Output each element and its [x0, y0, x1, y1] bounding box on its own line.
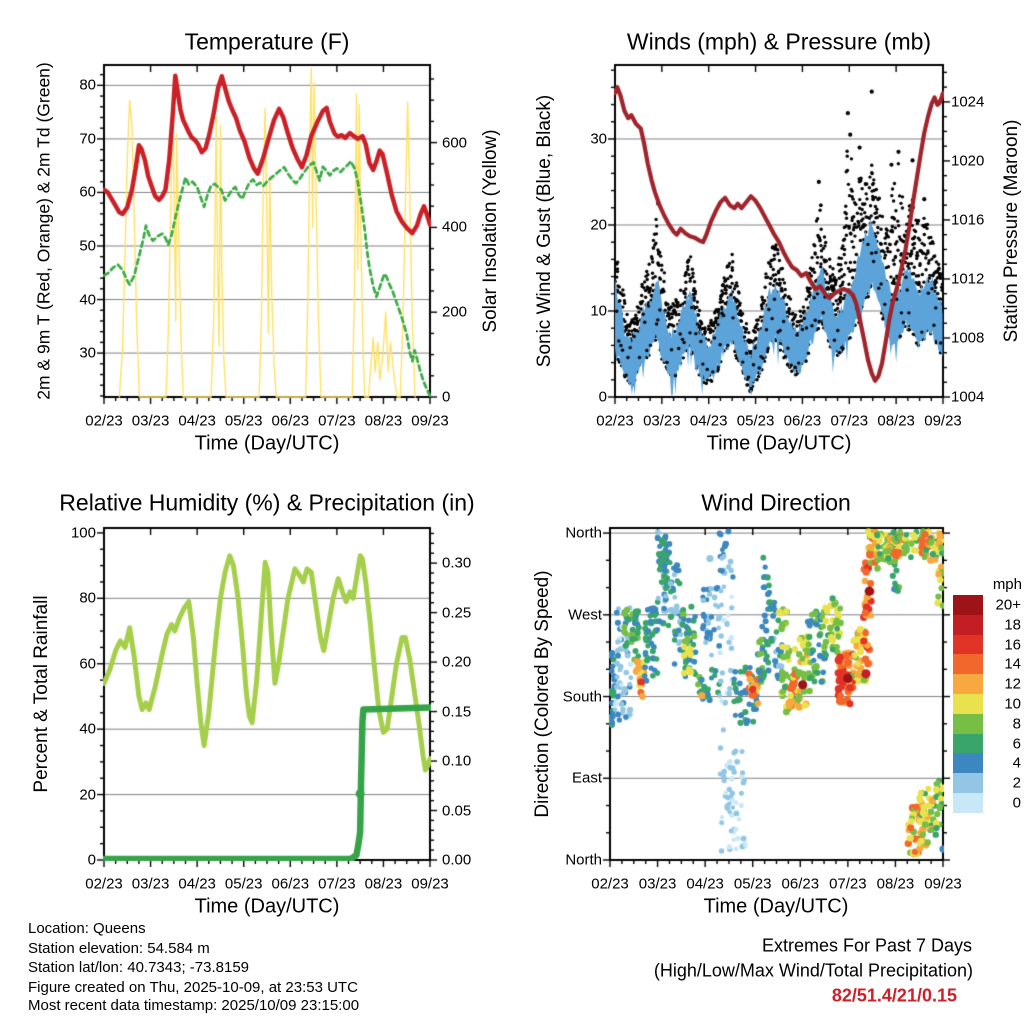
humidity_precip-y-tick-left: 80 [79, 589, 96, 607]
winds_pressure-y-tick-right: 1024 [951, 93, 985, 111]
humidity_precip-x-tick: 03/23 [131, 875, 170, 893]
humidity_precip-y-tick-right: 0.25 [442, 604, 472, 622]
colorbar-block-14 [953, 654, 983, 674]
winds_pressure-x-tick: 04/23 [689, 412, 728, 430]
winds_pressure-y-tick-right: 1012 [951, 270, 985, 288]
colorbar-block-2 [953, 773, 983, 793]
colorbar-label-8: 8 [1012, 715, 1021, 733]
colorbar-block-10 [953, 694, 983, 714]
humidity_precip-y-tick-right: 0.00 [442, 851, 472, 869]
humidity_precip-y-tick-left: 60 [79, 655, 96, 673]
temperature-y-tick-right: 0 [442, 388, 451, 406]
temperature-x-tick: 09/23 [411, 412, 449, 430]
winds_pressure-y-tick-right: 1016 [951, 211, 985, 229]
colorbar-label-20+: 20+ [995, 596, 1021, 614]
colorbar-block-0 [953, 793, 983, 813]
temperature-y-tick-left: 70 [79, 130, 96, 148]
humidity_precip-y-tick-right: 0.10 [442, 752, 472, 770]
humidity_precip-x-tick: 09/23 [411, 875, 449, 893]
humidity-precip-chart-title: Relative Humidity (%) & Precipitation (in) [59, 489, 475, 516]
temperature-chart-title: Temperature (F) [184, 28, 350, 55]
temperature-y-tick-left: 60 [79, 183, 96, 201]
temperature-x-tick: 05/23 [224, 412, 263, 430]
humidity_precip-x-tick: 08/23 [364, 875, 403, 893]
wind_direction-y-tick-left: West [568, 606, 602, 624]
humidity_precip-y-tick-right: 0.05 [442, 802, 472, 820]
winds_pressure-x-tick: 02/23 [596, 412, 634, 430]
temperature-x-tick: 03/23 [131, 412, 170, 430]
winds-pressure-y-axis-label-left: Sonic Wind & Gust (Blue, Black) [534, 94, 555, 368]
colorbar-label-12: 12 [1004, 675, 1021, 693]
colorbar-label-2: 2 [1012, 774, 1021, 792]
footer-timestamp: Most recent data timestamp: 2025/10/09 23:15:00 [28, 997, 360, 1014]
temperature-x-tick: 02/23 [85, 412, 123, 430]
temperature-y-tick-left: 40 [79, 291, 96, 309]
colorbar-block-18 [953, 615, 983, 635]
colorbar-label-18: 18 [1004, 616, 1021, 634]
wind_direction-x-tick: 06/23 [781, 875, 820, 893]
humidity_precip-x-tick: 07/23 [318, 875, 356, 893]
extremes-subheading: (High/Low/Max Wind/Total Precipitation) [653, 960, 973, 981]
humidity_precip-y-tick-left: 0 [87, 851, 96, 869]
wind-direction-x-axis-label: Time (Day/UTC) [703, 895, 849, 918]
colorbar-label-14: 14 [1004, 655, 1021, 673]
footer-elevation: Station elevation: 54.584 m [28, 940, 210, 957]
temperature-x-tick: 08/23 [364, 412, 403, 430]
wind_direction-x-tick: 08/23 [876, 875, 915, 893]
wind_direction-x-tick: 05/23 [733, 875, 772, 893]
winds_pressure-x-tick: 03/23 [643, 412, 681, 430]
winds_pressure-y-tick-left: 20 [590, 216, 607, 234]
humidity_precip-y-tick-left: 40 [79, 720, 96, 738]
temperature-y-tick-left: 80 [79, 76, 96, 94]
winds_pressure-x-tick: 07/23 [830, 412, 869, 430]
colorbar-block-20+ [953, 595, 983, 615]
winds_pressure-x-tick: 08/23 [877, 412, 915, 430]
temperature-x-tick: 04/23 [178, 412, 216, 430]
wind_direction-x-tick: 02/23 [591, 875, 629, 893]
winds_pressure-x-tick: 06/23 [783, 412, 822, 430]
humidity_precip-y-tick-left: 100 [70, 524, 96, 542]
humidity_precip-y-tick-left: 20 [79, 786, 96, 804]
wind_direction-x-tick: 04/23 [686, 875, 724, 893]
footer-latlon: Station lat/lon: 40.7343; -73.8159 [28, 959, 250, 976]
winds-pressure-x-axis-label: Time (Day/UTC) [706, 432, 852, 455]
humidity_precip-y-tick-right: 0.20 [442, 653, 472, 671]
extremes-values: 82/51.4/21/0.15 [831, 985, 957, 1006]
wind_direction-x-tick: 03/23 [638, 875, 677, 893]
wind_direction-y-tick-left: North [565, 524, 602, 542]
wind-direction-y-axis-label-left: Direction (Colored By Speed) [532, 570, 553, 818]
humidity_precip-y-tick-right: 0.15 [442, 703, 472, 721]
colorbar-label-6: 6 [1012, 735, 1021, 752]
winds_pressure-y-tick-left: 10 [590, 302, 607, 320]
temperature-y-tick-right: 200 [442, 303, 468, 321]
temperature-y-tick-right: 400 [442, 218, 468, 236]
colorbar-label-4: 4 [1012, 754, 1021, 772]
winds-pressure-y-axis-label-right: Station Pressure (Maroon) [1001, 119, 1022, 343]
colorbar-block-6 [953, 734, 983, 754]
humidity-precip-x-axis-label: Time (Day/UTC) [194, 895, 340, 918]
wind_direction-x-tick: 07/23 [829, 875, 867, 893]
colorbar-label-0: 0 [1012, 794, 1021, 812]
temperature-y-tick-left: 30 [79, 344, 96, 362]
humidity_precip-x-tick: 04/23 [178, 875, 216, 893]
wind-direction-chart-title: Wind Direction [701, 489, 851, 516]
winds_pressure-y-tick-right: 1004 [951, 388, 985, 406]
colorbar-block-16 [953, 635, 983, 655]
temperature-y-tick-right: 600 [442, 134, 468, 152]
winds_pressure-y-tick-right: 1008 [951, 329, 985, 347]
humidity_precip-x-tick: 06/23 [271, 875, 310, 893]
humidity_precip-x-tick: 05/23 [224, 875, 263, 893]
winds_pressure-x-tick: 05/23 [736, 412, 775, 430]
humidity_precip-y-tick-right: 0.30 [442, 554, 472, 572]
humidity-precip-y-axis-label-left: Percent & Total Rainfall [31, 595, 52, 793]
wind_direction-y-tick-left: South [562, 688, 602, 706]
colorbar-label-10: 10 [1004, 695, 1021, 713]
footer-location: Location: Queens [28, 920, 146, 937]
wind_direction-x-tick: 09/23 [924, 875, 962, 893]
colorbar-title: mph [992, 576, 1022, 593]
temperature-x-tick: 07/23 [318, 412, 356, 430]
extremes-heading: Extremes For Past 7 Days [761, 935, 972, 956]
colorbar-block-8 [953, 714, 983, 734]
temperature-x-tick: 06/23 [271, 412, 310, 430]
temperature-y-axis-label-right: Solar Insolation (Yellow) [480, 129, 501, 333]
winds-pressure-chart-title: Winds (mph) & Pressure (mb) [626, 28, 932, 55]
winds_pressure-y-tick-left: 30 [590, 130, 607, 148]
humidity_precip-x-tick: 02/23 [85, 875, 123, 893]
wind_direction-y-tick-left: East [571, 769, 602, 787]
winds_pressure-x-tick: 09/23 [924, 412, 962, 430]
wind_direction-y-tick-left: North [565, 851, 602, 869]
temperature-y-axis-label-left: 2m & 9m T (Red, Orange) & 2m Td (Green) [33, 62, 54, 400]
winds_pressure-y-tick-left: 0 [598, 388, 607, 406]
temperature-x-axis-label: Time (Day/UTC) [194, 432, 340, 455]
colorbar-block-4 [953, 753, 983, 773]
winds_pressure-y-tick-right: 1020 [951, 152, 985, 170]
footer-created: Figure created on Thu, 2025-10-09, at 23:53 UTC [28, 979, 358, 996]
colorbar-block-12 [953, 674, 983, 694]
colorbar-label-16: 16 [1004, 636, 1021, 653]
temperature-y-tick-left: 50 [79, 237, 96, 255]
